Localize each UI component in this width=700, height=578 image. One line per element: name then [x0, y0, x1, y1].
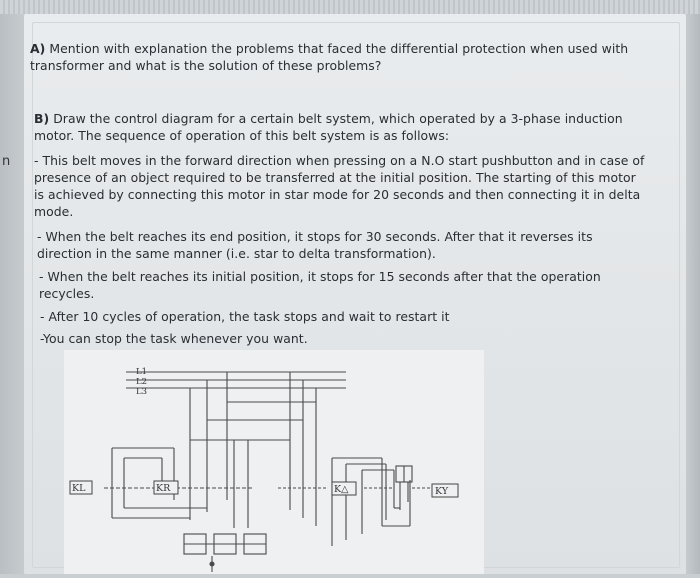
power-circuit-diagram	[64, 350, 484, 574]
step-1: - This belt moves in the forward direction when pressing on a N.O start pushbutton and in case of presence of an object required to be transferred at the initial position. The starting of this motor is achieved by connecting this motor in star mode for 20 seconds and then connecting it in delta mode.	[34, 153, 645, 219]
line-label-l1: L1	[136, 367, 148, 377]
top-strip	[0, 0, 700, 14]
contactor-kl-label: KL	[72, 483, 86, 494]
power-circuit-svg	[64, 350, 484, 574]
line-label-l2: L2	[136, 377, 148, 387]
step-4: - After 10 cycles of operation, the task stops and wait to restart it	[40, 309, 450, 324]
gutter-mark: n	[2, 154, 11, 169]
contactor-ky-label: KY	[435, 486, 449, 497]
right-gutter	[686, 14, 700, 574]
contactor-kdelta-label: K△	[334, 484, 349, 495]
line-label-l3: L3	[136, 387, 148, 397]
question-b-intro: Draw the control diagram for a certain belt system, which operated by a 3-phase induction motor. The sequence of operation of this belt system is as follows:	[34, 111, 623, 143]
step-2: - When the belt reaches its end position, it stops for 30 seconds. After that it reverses its direction in the same manner (i.e. star to delta transformation).	[37, 229, 593, 261]
question-a-label: A)	[30, 41, 46, 56]
left-gutter	[0, 14, 24, 574]
contactor-kr-label: KR	[156, 483, 171, 494]
question-b-label: B)	[34, 111, 50, 126]
question-a-text: Mention with explanation the problems that faced the differential protection when used with transformer and what is the solution of these problems?	[30, 41, 629, 73]
question-b	[34, 110, 644, 144]
step-3: - When the belt reaches its initial position, it stops for 15 seconds after that the operation recycles.	[39, 269, 601, 301]
question-a	[30, 40, 650, 74]
step-5: -You can stop the task whenever you want.	[40, 331, 308, 346]
